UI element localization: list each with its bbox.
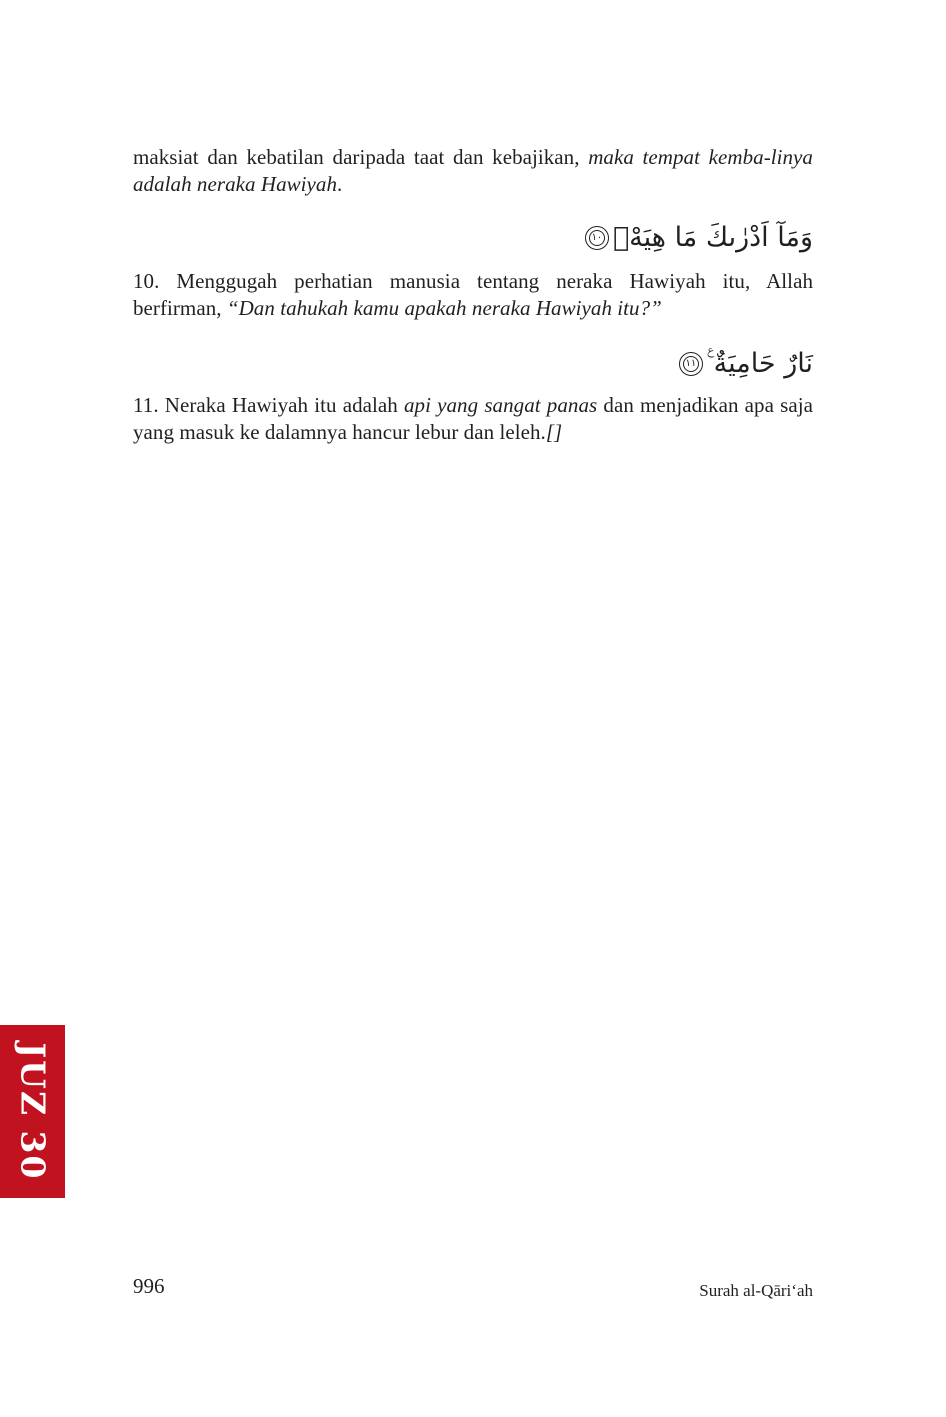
paragraph-3-italic: api yang sangat panas	[403, 393, 598, 417]
page-number: 996	[133, 1274, 165, 1298]
juz-side-tab	[0, 1025, 65, 1198]
paragraph-3-text: 11. Neraka Hawiyah itu adalah	[133, 393, 404, 417]
verse-11	[679, 344, 813, 384]
paragraph-1-text: maksiat dan kebatilan daripada taat dan kebajikan,	[133, 145, 589, 169]
paragraph-1-end: .	[337, 172, 343, 196]
paragraph-2-text: 10. Menggugah perhatian manusia tentang neraka Hawiyah itu, Allah berfirman,	[133, 269, 813, 320]
paragraph-3-end-mark: []	[545, 420, 563, 444]
verse-10-arabic: وَمَآ اَدْرٰىكَ مَا هِيَهْۗ	[612, 222, 813, 253]
verse-11-arabic: نَارٌ حَامِيَةٌ ࣖ	[706, 348, 813, 379]
paragraph-1-italic: maka tempat kemba-linya adalah neraka Hawiyah	[133, 145, 813, 196]
paragraph-3	[133, 392, 813, 446]
verse-10-marker-icon: ١٠	[585, 226, 609, 250]
paragraph-1	[133, 144, 813, 198]
paragraph-3-text-b: dan menjadikan apa saja yang masuk ke dalamnya hancur lebur dan leleh.	[133, 393, 813, 444]
paragraph-2	[133, 268, 813, 322]
juz-label: JUZ 30	[13, 1042, 52, 1181]
verse-11-marker-icon: ١١	[679, 352, 703, 376]
paragraph-2-italic: “Dan tahukah kamu apakah neraka Hawiyah itu?”	[226, 296, 662, 320]
surah-running-footer: Surah al-Qāri‘ah	[699, 1281, 813, 1300]
verse-10	[585, 218, 813, 258]
